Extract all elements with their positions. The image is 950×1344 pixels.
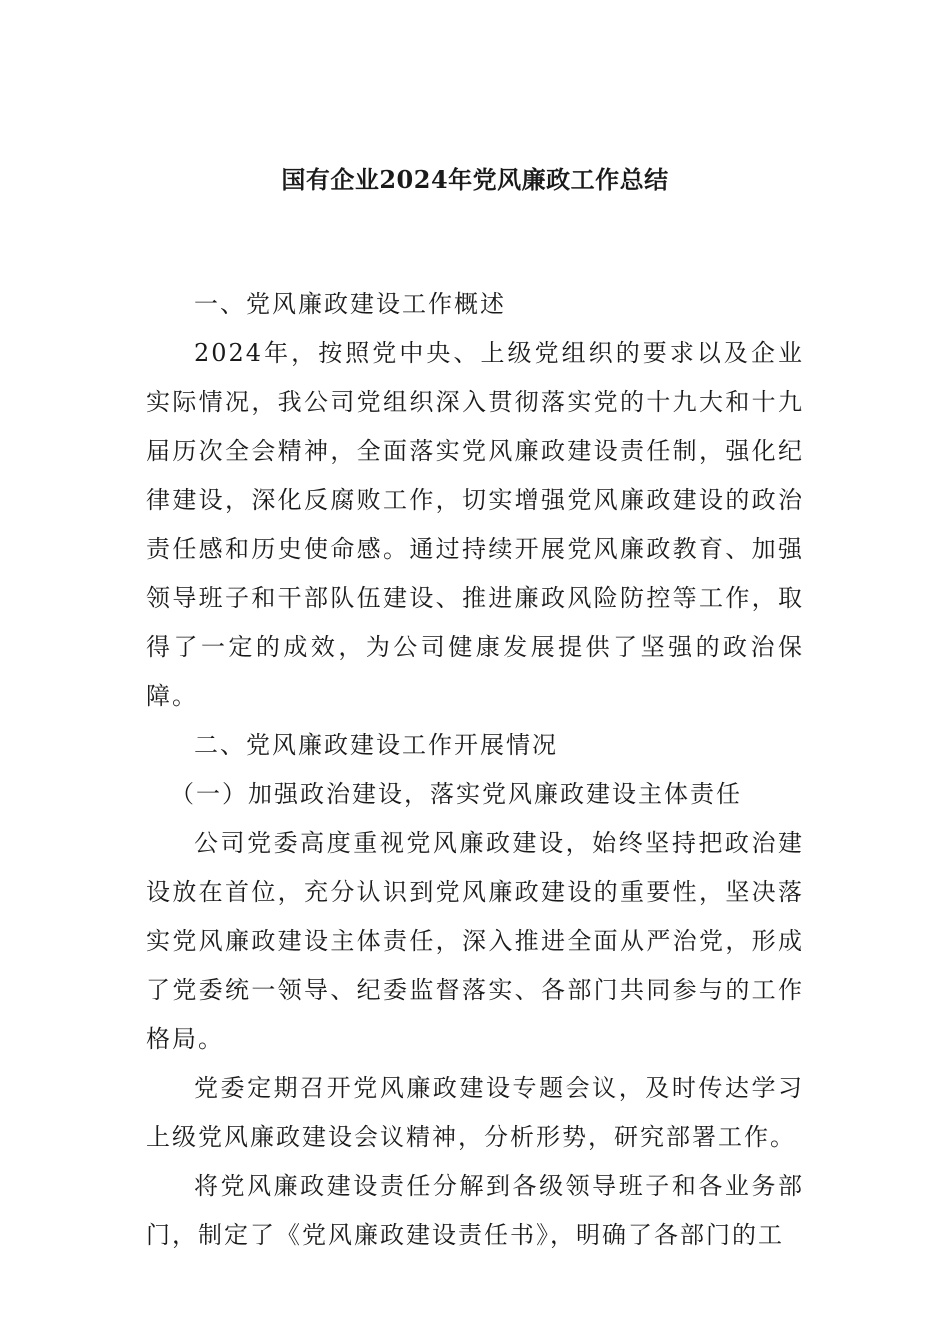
body-paragraph-1: 2024年，按照党中央、上级党组织的要求以及企业实际情况，我公司党组织深入贯彻落实党的十九大和十九届历次全会精神，全面落实党风廉政建设责任制，强化纪律建设，深化反腐败工作，切实增强党风廉政建设的政治责任感和历史使命感。通过持续开展党风廉政教育、加强领导班子和干部队伍建设、推进廉政风险防控等工作，取得了一定的成效，为公司健康发展提供了坚强的政治保障。: [146, 339, 804, 710]
document-title: 国有企业2024年党风廉政工作总结: [281, 165, 669, 194]
body-paragraph-3: 党委定期召开党风廉政建设专题会议，及时传达学习上级党风廉政建设会议精神，分析形势，研究部署工作。: [146, 1074, 804, 1151]
body-paragraph-2: 公司党委高度重视党风廉政建设，始终坚持把政治建设放在首位，充分认识到党风廉政建设的重要性，坚决落实党风廉政建设主体责任，深入推进全面从严治党，形成了党委统一领导、纪委监督落实、各部门共同参与的工作格局。: [146, 829, 804, 1053]
document-body: [146, 280, 804, 1260]
section-heading-1: 一、党风廉政建设工作概述: [194, 290, 506, 318]
section-heading-2: 二、党风廉政建设工作开展情况: [194, 731, 558, 759]
subsection-heading-1: （一）加强政治建设，落实党风廉政建设主体责任: [170, 780, 742, 808]
body-paragraph-4: 将党风廉政建设责任分解到各级领导班子和各业务部门，制定了《党风廉政建设责任书》，明确了各部门的工: [146, 1172, 804, 1249]
